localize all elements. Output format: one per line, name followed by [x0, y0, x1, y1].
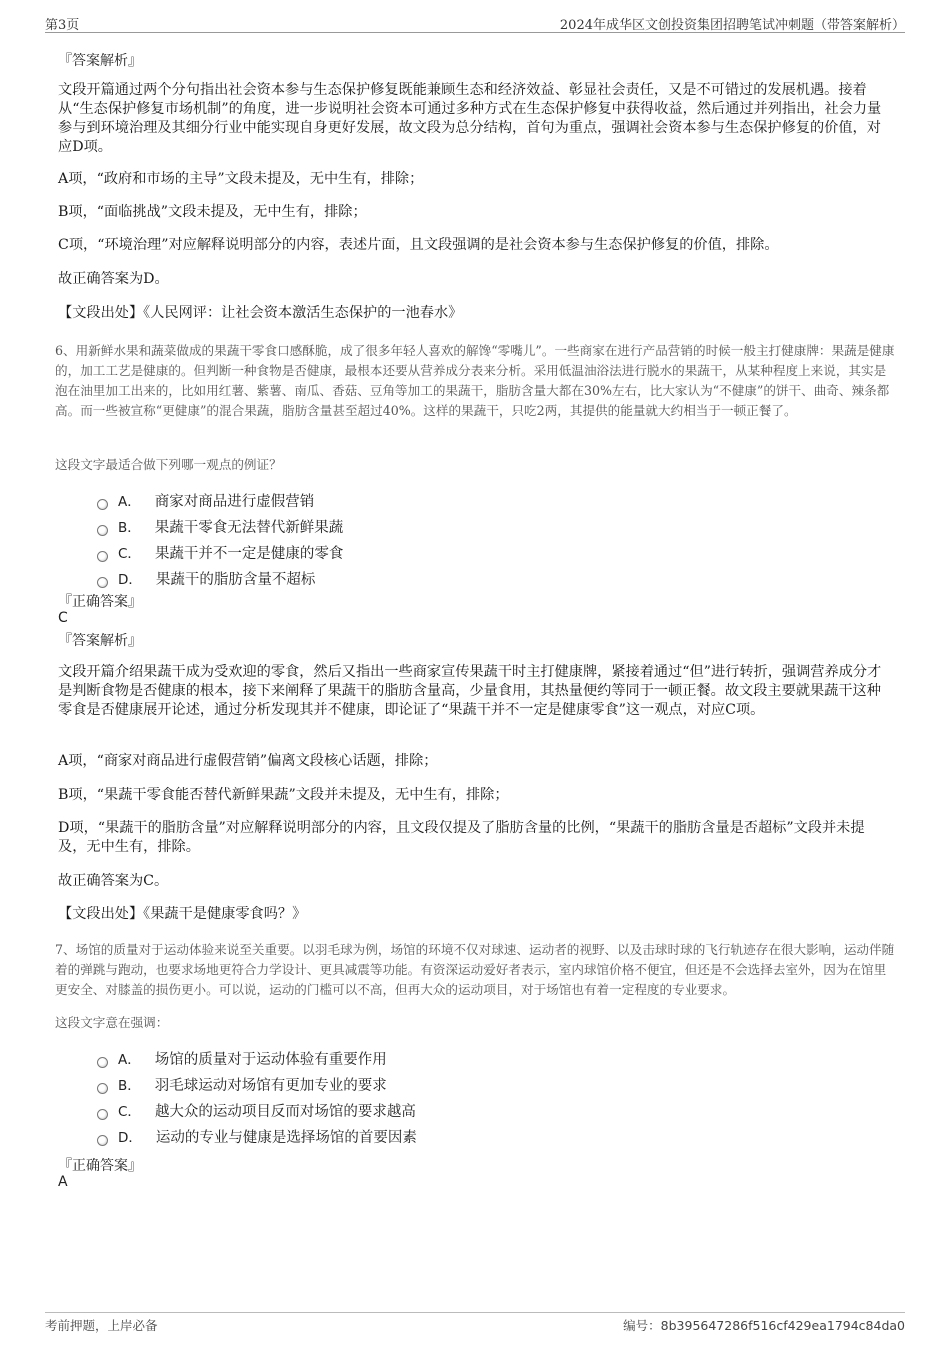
page-footer [45, 1312, 905, 1335]
document-code [623, 1316, 905, 1334]
question-6-prompt: 这段文字最适合做下列哪一观点的例证？ [55, 457, 282, 472]
radio-icon[interactable] [97, 1083, 108, 1094]
question-6-stem: 6、用新鲜水果和蔬菜做成的果蔬干零食口感酥脆，成了很多年轻人喜欢的解馋“零嘴儿”。一些商家在进行产品营销的时候一般主打健康牌：果蔬是健康的，加工工艺是健康的。但判断一种食物是否健康，最根本还要从营养成分表来分析。采用低温油浴法进行脱水的果蔬干，从某种程度上来说，其实是泡在油里加工出来的，比如用红薯、紫薯、南瓜、香菇、豆角等加工的果蔬干，脂肪含量大都在30%左右，比大家认为“不健康”的饼干、曲奇、辣条都高。而一些被宣称“更健康”的混合果蔬，脂肪含量甚至超过40%。这样的果蔬干，只吃2两，其提供的能量就大约相当于一顿正餐了。 [55, 343, 895, 418]
answer-analysis-label: 『答案解析』 [58, 53, 142, 69]
correct-answer-value: A [58, 1174, 68, 1190]
code-label: 编号： [623, 1318, 661, 1333]
correct-answer-value: C [58, 610, 68, 626]
document-title: 2024年成华区文创投资集团招聘笔试冲刺题（带答案解析） [559, 18, 905, 33]
question-7-prompt: 这段文字意在强调： [55, 1015, 169, 1030]
question-6-option-b[interactable]: B． 果蔬干零食无法替代新鲜果蔬 [97, 516, 343, 537]
analysis-option-a: A项，“商家对商品进行虚假营销”偏离文段核心话题，排除； [58, 753, 438, 769]
footer-slogan: 考前押题，上岸必备 [45, 1318, 158, 1333]
question-6-option-a[interactable]: A． 商家对商品进行虚假营销 [97, 490, 314, 511]
analysis-option-c: C项，“环境治理”对应解释说明部分的内容，表述片面，且文段强调的是社会资本参与生态保护修复的价值，排除。 [58, 237, 779, 253]
radio-icon[interactable] [97, 1135, 108, 1146]
page-header [45, 12, 905, 33]
question-7-option-b[interactable]: B． 羽毛球运动对场馆有更加专业的要求 [97, 1074, 387, 1095]
analysis-option-a: A项，“政府和市场的主导”文段未提及，无中生有，排除； [58, 171, 424, 187]
source-citation: 【文段出处】《人民网评：让社会资本激活生态保护的一池春水》 [58, 305, 463, 321]
answer-analysis-text: 文段开篇通过两个分句指出社会资本参与生态保护修复既能兼顾生态和经济效益、彰显社会责任，又是不可错过的发展机遇。接着从“生态保护修复市场机制”的角度，进一步说明社会资本可通过多种方式在生态保护修复中获得收益，然后通过并列指出，社会力量参与到环境治理及其细分行业中能实现自身更好发展，故文段为总分结构，首句为重点，强调社会资本参与生态保护修复的价值，对应D项。 [58, 82, 882, 155]
code-value: 8b395647286f516cf429ea1794c84da0 [660, 1318, 905, 1333]
question-7-option-d[interactable]: D． 运动的专业与健康是选择场馆的首要因素 [97, 1126, 417, 1147]
radio-icon[interactable] [97, 1109, 108, 1120]
answer-analysis-text: 文段开篇介绍果蔬干成为受欢迎的零食，然后又指出一些商家宣传果蔬干时主打健康牌，紧接着通过“但”进行转折，强调营养成分才是判断食物是否健康的根本，接下来阐释了果蔬干的脂肪含量高，少量食用，其热量便约等同于一顿正餐。故文段主要就果蔬干这种零食是否健康展开论述，通过分析发现其并不健康，即论证了“果蔬干并不一定是健康零食”这一观点，对应C项。 [58, 664, 882, 718]
analysis-option-d: D项，“果蔬干的脂肪含量”对应解释说明部分的内容，且文段仅提及了脂肪含量的比例，“果蔬干的脂肪含量是否超标”文段并未提及，无中生有，排除。 [58, 820, 865, 855]
correct-answer-label: 『正确答案』 [58, 1158, 142, 1174]
page-number: 第3页 [45, 18, 80, 33]
correct-answer-conclusion: 故正确答案为D。 [58, 271, 169, 287]
radio-icon[interactable] [97, 1057, 108, 1068]
question-6-option-d[interactable]: D． 果蔬干的脂肪含量不超标 [97, 568, 315, 589]
question-7-option-a[interactable]: A． 场馆的质量对于运动体验有重要作用 [97, 1048, 387, 1069]
correct-answer-label: 『正确答案』 [58, 594, 142, 610]
source-citation: 【文段出处】《果蔬干是健康零食吗？》 [58, 906, 307, 922]
answer-analysis-label: 『答案解析』 [58, 633, 142, 649]
question-6-option-c[interactable]: C． 果蔬干并不一定是健康的零食 [97, 542, 343, 563]
question-7-option-c[interactable]: C． 越大众的运动项目反而对场馆的要求越高 [97, 1100, 416, 1121]
radio-icon[interactable] [97, 577, 108, 588]
analysis-option-b: B项，“果蔬干零食能否替代新鲜果蔬”文段并未提及，无中生有，排除； [58, 787, 509, 803]
analysis-option-b: B项，“面临挑战”文段未提及，无中生有，排除； [58, 204, 367, 220]
correct-answer-conclusion: 故正确答案为C。 [58, 873, 169, 889]
question-7-stem: 7、场馆的质量对于运动体验来说至关重要。以羽毛球为例，场馆的环境不仅对球速、运动者的视野、以及击球时球的飞行轨迹存在很大影响，运动伴随着的弹跳与跑动，也要求场地更符合力学设计、更具减震等功能。有资深运动爱好者表示，室内球馆价格不便宜，但还是不会选择去室外，因为在馆里更安全、对膝盖的损伤更小。可以说，运动的门槛可以不高，但再大众的运动项目，对于场馆也有着一定程度的专业要求。 [55, 942, 895, 997]
radio-icon[interactable] [97, 525, 108, 536]
radio-icon[interactable] [97, 499, 108, 510]
radio-icon[interactable] [97, 551, 108, 562]
